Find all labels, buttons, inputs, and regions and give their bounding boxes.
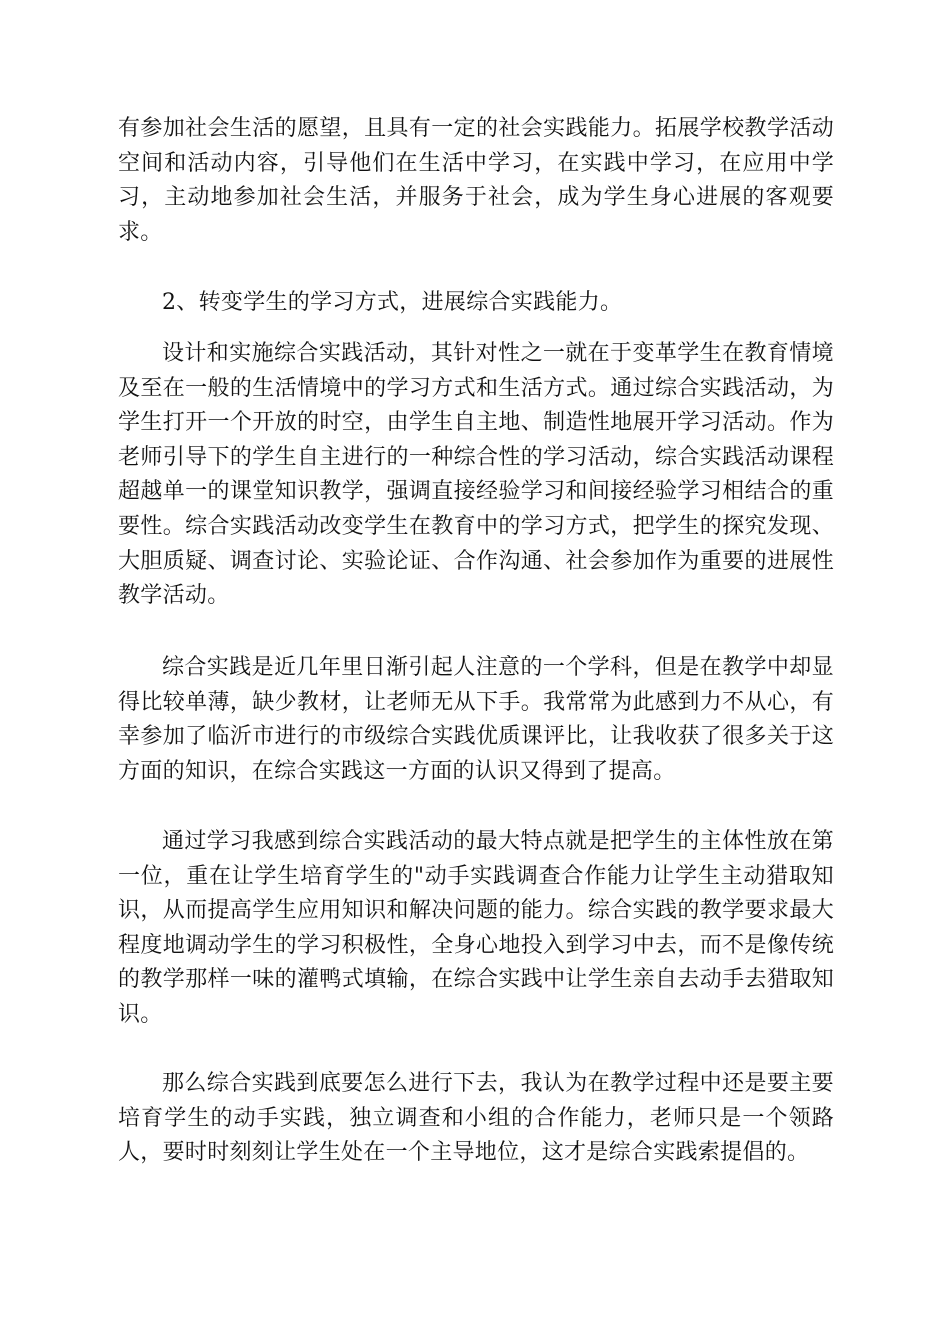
paragraph: 那么综合实践到底要怎么进行下去，我认为在教学过程中还是要主要培育学生的动手实践，独立调查和小组的合作能力，老师只是一个领路人，要时时刻刻让学生处在一个主导地位，这才是综合实践索提倡的。 <box>118 1071 834 1166</box>
paragraph: 综合实践是近几年里日渐引起人注意的一个学科，但是在教学中却显得比较单薄，缺少教材，让老师无从下手。我常常为此感到力不从心，有幸参加了临沂市进行的市级综合实践优质课评比，让我收获了很多关于这方面的知识，在综合实践这一方面的认识又得到了提高。 <box>118 655 834 784</box>
paragraph: 通过学习我感到综合实践活动的最大特点就是把学生的主体性放在第一位，重在让学生培育学生的"动手实践调查合作能力让学生主动猎取知识，从而提高学生应用知识和解决问题的能力。综合实践的教学要求最大程度地调动学生的学习积极性，全身心地投入到学习中去，而不是像传统的教学那样一味的灌鸭式填输，在综合实践中让学生亲自去动手去猎取知识。 <box>118 829 834 1027</box>
paragraph: 设计和实施综合实践活动，其针对性之一就在于变革学生在教育情境及至在一般的生活情境中的学习方式和生活方式。通过综合实践活动，为学生打开一个开放的时空，由学生自主地、制造性地展开学习活动。作为老师引导下的学生自主进行的一种综合性的学习活动，综合实践活动课程超越单一的课堂知识教学，强调直接经验学习和间接经验学习相结合的重要性。综合实践活动改变学生在教育中的学习方式，把学生的探究发现、大胆质疑、调查讨论、实验论证、合作沟通、社会参加作为重要的进展性教学活动。 <box>118 341 834 609</box>
section-heading: 2、转变学生的学习方式，进展综合实践能力。 <box>162 290 623 315</box>
paragraph-continuation: 有参加社会生活的愿望，且具有一定的社会实践能力。拓展学校教学活动空间和活动内容，引导他们在生活中学习，在实践中学习，在应用中学习，主动地参加社会生活，并服务于社会，成为学生身心进展的客观要求。 <box>118 116 834 245</box>
